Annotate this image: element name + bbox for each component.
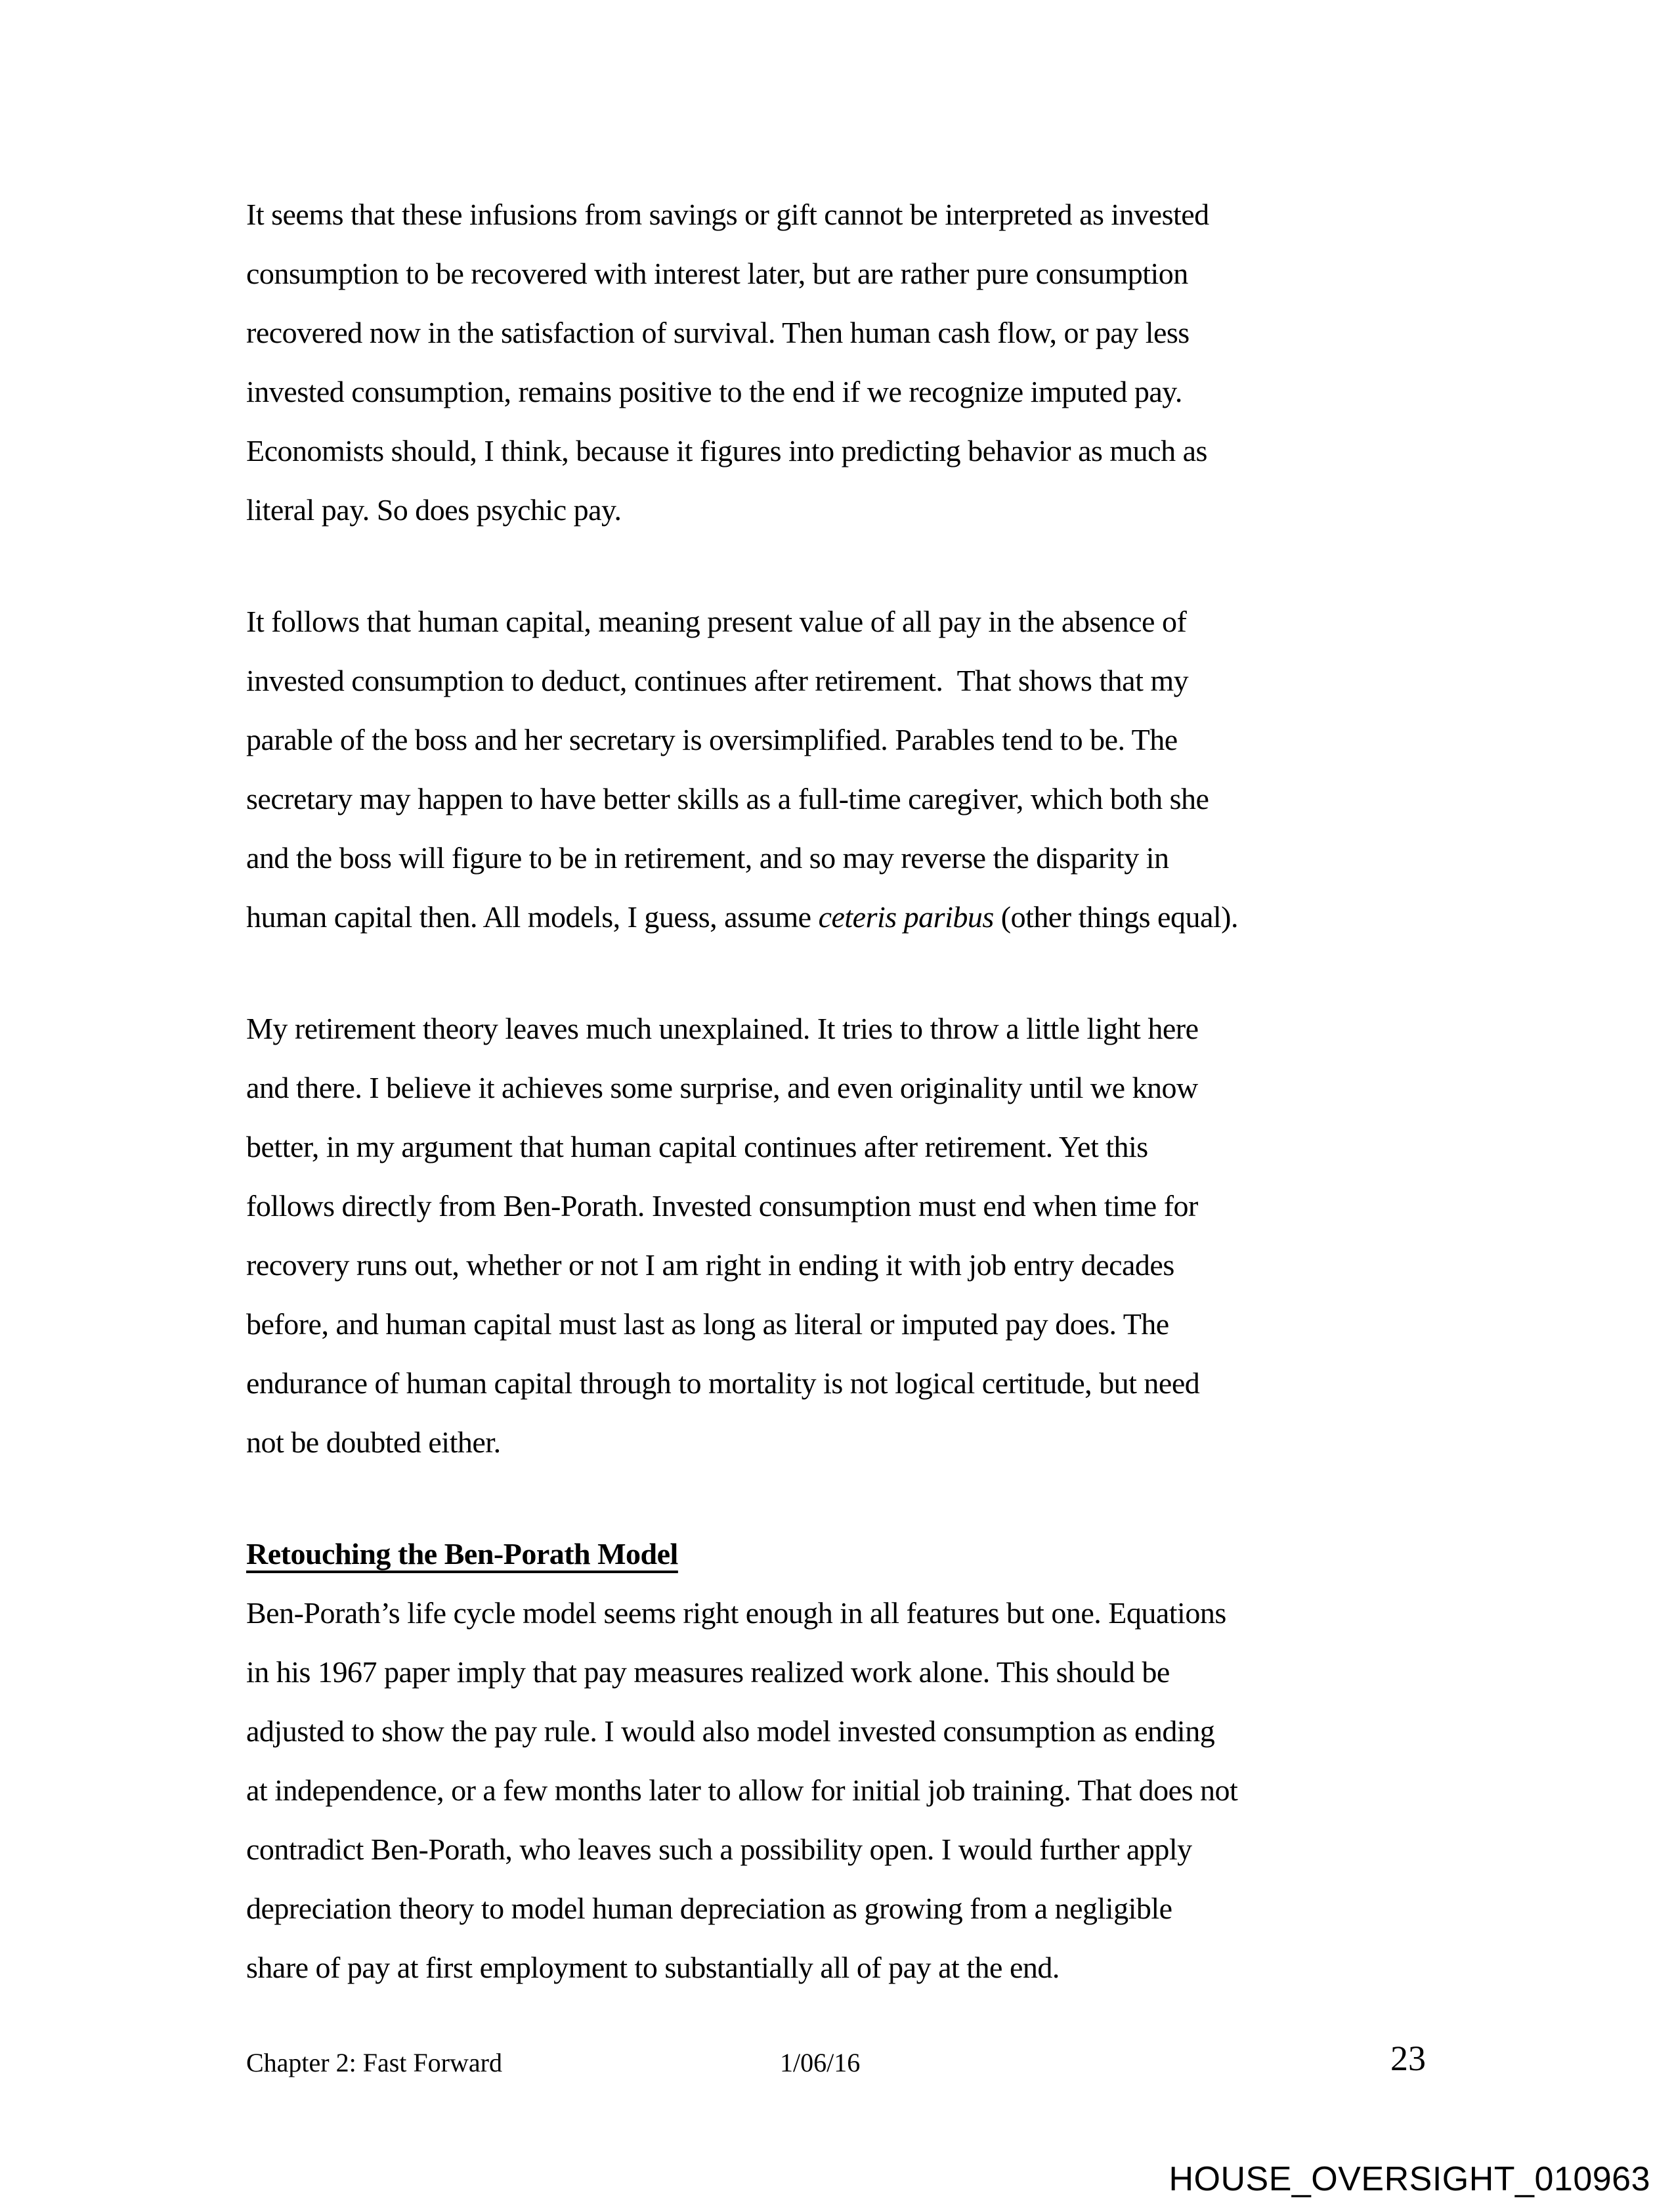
text-line: invested consumption, remains positive to the end if we recognize imputed pay.: [246, 375, 1182, 408]
text-line: literal pay. So does psychic pay.: [246, 493, 622, 527]
text-line: recovery runs out, whether or not I am right in ending it with job entry decades: [246, 1248, 1174, 1282]
footer-date: 1/06/16: [780, 2048, 861, 2077]
text-line: in his 1967 paper imply that pay measures realized work alone. This should be: [246, 1655, 1170, 1689]
text-line: contradict Ben-Porath, who leaves such a possibility open. I would further apply: [246, 1832, 1192, 1866]
bates-stamp: HOUSE_OVERSIGHT_010963: [1169, 2160, 1650, 2198]
text-line: parable of the boss and her secretary is oversimplified. Parables tend to be. The: [246, 723, 1178, 756]
footer-chapter-label: Chapter 2: Fast Forward: [246, 2048, 502, 2077]
text-line: It seems that these infusions from savings or gift cannot be interpreted as invested: [246, 198, 1209, 231]
text-line: better, in my argument that human capital continues after retirement. Yet this: [246, 1130, 1148, 1163]
text-segment: human capital then. All models, I guess, assume: [246, 900, 819, 934]
text-line: consumption to be recovered with interest later, but are rather pure consumption: [246, 257, 1188, 290]
text-line: before, and human capital must last as long as literal or imputed pay does. The: [246, 1307, 1169, 1341]
text-line: at independence, or a few months later to allow for initial job training. That does not: [246, 1773, 1238, 1807]
paragraph: [246, 185, 1434, 540]
text-line: secretary may happen to have better skills as a full-time caregiver, which both she: [246, 782, 1209, 815]
section-heading: Retouching the Ben-Porath Model: [246, 1537, 678, 1571]
text-line: recovered now in the satisfaction of survival. Then human cash flow, or pay less: [246, 316, 1190, 349]
paragraph: [246, 1584, 1434, 1997]
text-line: depreciation theory to model human depreciation as growing from a negligible: [246, 1892, 1172, 1925]
text-line: and there. I believe it achieves some surprise, and even originality until we know: [246, 1071, 1198, 1104]
text-line: Economists should, I think, because it figures into predicting behavior as much as: [246, 434, 1207, 467]
text-line: share of pay at first employment to substantially all of pay at the end.: [246, 1951, 1060, 1984]
paragraph: [246, 999, 1434, 1472]
page-number: 23: [1390, 2039, 1426, 2078]
text-line: endurance of human capital through to mortality is not logical certitude, but need: [246, 1366, 1200, 1400]
text-line: My retirement theory leaves much unexplained. It tries to throw a little light here: [246, 1012, 1199, 1045]
document-text: [246, 185, 1434, 2050]
text-line: Ben-Porath’s life cycle model seems right enough in all features but one. Equations: [246, 1596, 1226, 1630]
text-line: invested consumption to deduct, continues after retirement. That shows that my: [246, 664, 1189, 697]
paragraph: [246, 592, 1434, 947]
text-line: follows directly from Ben-Porath. Invested consumption must end when time for: [246, 1189, 1198, 1223]
italic-text: ceteris paribus: [818, 900, 994, 934]
text-line: adjusted to show the pay rule. I would also model invested consumption as ending: [246, 1714, 1215, 1748]
text-line: and the boss will figure to be in retirement, and so may reverse the disparity in: [246, 841, 1169, 875]
text-segment: (other things equal).: [993, 900, 1238, 934]
text-line: [246, 888, 1434, 947]
text-line: It follows that human capital, meaning present value of all pay in the absence of: [246, 605, 1187, 638]
text-line: not be doubted either.: [246, 1425, 501, 1459]
